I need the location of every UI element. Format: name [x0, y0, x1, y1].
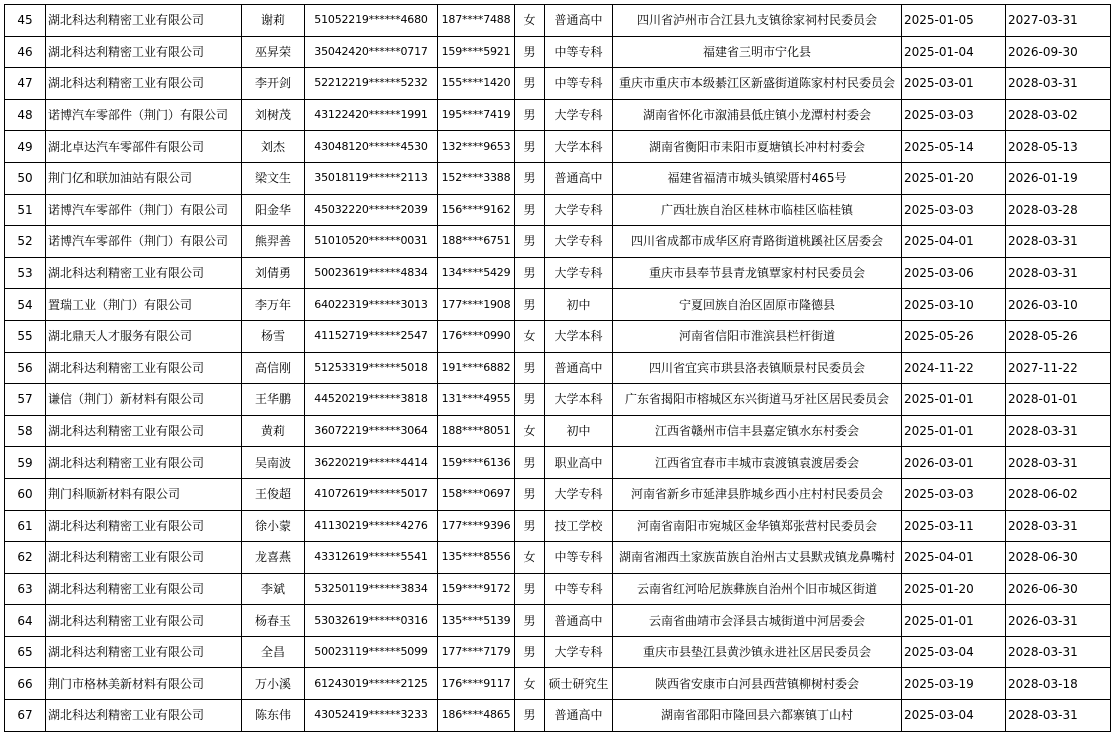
cell-end-date: 2028-03-31 — [1006, 700, 1111, 732]
cell-address: 云南省红河哈尼族彝族自治州个旧市城区街道 — [613, 573, 902, 605]
cell-address: 重庆市重庆市本级綦江区新盛街道陈家村村民委员会 — [613, 68, 902, 100]
cell-employee-name: 万小溪 — [242, 668, 305, 700]
table-row — [5, 352, 1111, 384]
cell-address: 湖南省邵阳市隆回县六都寨镇丁山村 — [613, 700, 902, 732]
cell-employee-name: 谢莉 — [242, 5, 305, 37]
cell-education: 大学本科 — [545, 320, 613, 352]
cell-company-name: 湖北科达利精密工业有限公司 — [46, 510, 242, 542]
cell-row-number: 60 — [5, 478, 46, 510]
cell-id-number: 50023119******5099 — [305, 636, 438, 668]
cell-start-date: 2025-03-11 — [902, 510, 1006, 542]
table-row — [5, 510, 1111, 542]
cell-id-number: 35042420******0717 — [305, 36, 438, 68]
cell-employee-name: 李开剑 — [242, 68, 305, 100]
cell-id-number: 53250119******3834 — [305, 573, 438, 605]
cell-row-number: 57 — [5, 384, 46, 416]
cell-id-number: 35018119******2113 — [305, 162, 438, 194]
cell-phone-number: 159****9172 — [438, 573, 515, 605]
cell-gender: 男 — [515, 131, 545, 163]
table-row — [5, 257, 1111, 289]
cell-gender: 女 — [515, 415, 545, 447]
cell-education: 职业高中 — [545, 447, 613, 479]
cell-phone-number: 177****9396 — [438, 510, 515, 542]
cell-education: 初中 — [545, 289, 613, 321]
cell-employee-name: 熊羿善 — [242, 226, 305, 258]
cell-end-date: 2028-03-31 — [1006, 226, 1111, 258]
cell-end-date: 2028-03-02 — [1006, 99, 1111, 131]
cell-phone-number: 195****7419 — [438, 99, 515, 131]
cell-start-date: 2025-01-01 — [902, 605, 1006, 637]
cell-company-name: 湖北鼎天人才服务有限公司 — [46, 320, 242, 352]
cell-employee-name: 刘树茂 — [242, 99, 305, 131]
table-row — [5, 542, 1111, 574]
cell-row-number: 54 — [5, 289, 46, 321]
cell-education: 普通高中 — [545, 352, 613, 384]
table-row — [5, 36, 1111, 68]
cell-start-date: 2025-04-01 — [902, 542, 1006, 574]
cell-phone-number: 131****4955 — [438, 384, 515, 416]
cell-employee-name: 陈东伟 — [242, 700, 305, 732]
cell-row-number: 45 — [5, 5, 46, 37]
cell-address: 湖南省湘西土家族苗族自治州古丈县默戎镇龙鼻嘴村 — [613, 542, 902, 574]
cell-phone-number: 186****4865 — [438, 700, 515, 732]
cell-education: 大学专科 — [545, 99, 613, 131]
cell-start-date: 2025-03-01 — [902, 68, 1006, 100]
cell-address: 福建省福清市城头镇梁厝村465号 — [613, 162, 902, 194]
cell-row-number: 58 — [5, 415, 46, 447]
cell-start-date: 2025-04-01 — [902, 226, 1006, 258]
cell-start-date: 2025-03-03 — [902, 99, 1006, 131]
cell-employee-name: 龙喜燕 — [242, 542, 305, 574]
cell-id-number: 41152719******2547 — [305, 320, 438, 352]
cell-start-date: 2025-03-04 — [902, 636, 1006, 668]
cell-gender: 女 — [515, 5, 545, 37]
cell-start-date: 2026-03-01 — [902, 447, 1006, 479]
table-row — [5, 194, 1111, 226]
cell-employee-name: 杨雪 — [242, 320, 305, 352]
cell-row-number: 62 — [5, 542, 46, 574]
cell-id-number: 41072619******5017 — [305, 478, 438, 510]
cell-id-number: 50023619******4834 — [305, 257, 438, 289]
cell-id-number: 43052419******3233 — [305, 700, 438, 732]
cell-end-date: 2027-03-31 — [1006, 5, 1111, 37]
cell-row-number: 65 — [5, 636, 46, 668]
cell-row-number: 53 — [5, 257, 46, 289]
cell-gender: 男 — [515, 226, 545, 258]
cell-start-date: 2025-03-04 — [902, 700, 1006, 732]
cell-id-number: 45032220******2039 — [305, 194, 438, 226]
table-row — [5, 415, 1111, 447]
cell-id-number: 41130219******4276 — [305, 510, 438, 542]
cell-id-number: 51010520******0031 — [305, 226, 438, 258]
cell-company-name: 湖北科达利精密工业有限公司 — [46, 5, 242, 37]
cell-row-number: 52 — [5, 226, 46, 258]
cell-education: 大学专科 — [545, 636, 613, 668]
cell-address: 福建省三明市宁化县 — [613, 36, 902, 68]
cell-phone-number: 134****5429 — [438, 257, 515, 289]
cell-company-name: 湖北科达利精密工业有限公司 — [46, 700, 242, 732]
cell-id-number: 52212219******5232 — [305, 68, 438, 100]
cell-company-name: 湖北科达利精密工业有限公司 — [46, 68, 242, 100]
cell-end-date: 2028-06-30 — [1006, 542, 1111, 574]
cell-start-date: 2025-03-03 — [902, 478, 1006, 510]
cell-end-date: 2028-03-28 — [1006, 194, 1111, 226]
table-row — [5, 384, 1111, 416]
cell-address: 四川省成都市成华区府青路街道桃蹊社区居委会 — [613, 226, 902, 258]
cell-gender: 男 — [515, 700, 545, 732]
cell-company-name: 湖北科达利精密工业有限公司 — [46, 352, 242, 384]
cell-gender: 男 — [515, 257, 545, 289]
cell-start-date: 2025-05-14 — [902, 131, 1006, 163]
cell-start-date: 2024-11-22 — [902, 352, 1006, 384]
cell-gender: 男 — [515, 573, 545, 605]
cell-phone-number: 152****3388 — [438, 162, 515, 194]
cell-start-date: 2025-01-20 — [902, 162, 1006, 194]
cell-start-date: 2025-01-01 — [902, 384, 1006, 416]
cell-row-number: 48 — [5, 99, 46, 131]
cell-address: 陕西省安康市白河县西营镇柳树村委会 — [613, 668, 902, 700]
cell-company-name: 荆门市格林美新材料有限公司 — [46, 668, 242, 700]
cell-address: 河南省南阳市宛城区金华镇郑张营村民委员会 — [613, 510, 902, 542]
cell-gender: 女 — [515, 320, 545, 352]
cell-company-name: 湖北科达利精密工业有限公司 — [46, 415, 242, 447]
cell-phone-number: 191****6882 — [438, 352, 515, 384]
cell-education: 大学专科 — [545, 257, 613, 289]
table-row — [5, 636, 1111, 668]
cell-phone-number: 176****9117 — [438, 668, 515, 700]
cell-address: 河南省新乡市延津县胙城乡西小庄村村民委员会 — [613, 478, 902, 510]
cell-education: 硕士研究生 — [545, 668, 613, 700]
cell-company-name: 湖北科达利精密工业有限公司 — [46, 573, 242, 605]
cell-gender: 男 — [515, 99, 545, 131]
cell-address: 广西壮族自治区桂林市临桂区临桂镇 — [613, 194, 902, 226]
cell-phone-number: 155****1420 — [438, 68, 515, 100]
cell-start-date: 2025-01-05 — [902, 5, 1006, 37]
table-row — [5, 226, 1111, 258]
cell-gender: 男 — [515, 289, 545, 321]
cell-row-number: 50 — [5, 162, 46, 194]
cell-employee-name: 王华鹏 — [242, 384, 305, 416]
cell-gender: 男 — [515, 636, 545, 668]
cell-education: 中等专科 — [545, 36, 613, 68]
table-row — [5, 68, 1111, 100]
cell-phone-number: 158****0697 — [438, 478, 515, 510]
cell-company-name: 置瑞工业（荆门）有限公司 — [46, 289, 242, 321]
table-row — [5, 668, 1111, 700]
cell-end-date: 2028-03-31 — [1006, 257, 1111, 289]
table-row — [5, 605, 1111, 637]
cell-employee-name: 黄莉 — [242, 415, 305, 447]
cell-phone-number: 135****8556 — [438, 542, 515, 574]
cell-company-name: 湖北科达利精密工业有限公司 — [46, 542, 242, 574]
cell-address: 重庆市县奉节县青龙镇覃家村村民委员会 — [613, 257, 902, 289]
cell-row-number: 67 — [5, 700, 46, 732]
cell-start-date: 2025-03-06 — [902, 257, 1006, 289]
cell-gender: 男 — [515, 510, 545, 542]
cell-company-name: 诺博汽车零部件（荆门）有限公司 — [46, 99, 242, 131]
cell-address: 江西省宜春市丰城市袁渡镇袁渡居委会 — [613, 447, 902, 479]
cell-id-number: 51052219******4680 — [305, 5, 438, 37]
cell-end-date: 2026-06-30 — [1006, 573, 1111, 605]
cell-phone-number: 159****5921 — [438, 36, 515, 68]
cell-employee-name: 巫昇荣 — [242, 36, 305, 68]
cell-id-number: 61243019******2125 — [305, 668, 438, 700]
cell-gender: 男 — [515, 384, 545, 416]
cell-end-date: 2028-05-26 — [1006, 320, 1111, 352]
cell-employee-name: 阳金华 — [242, 194, 305, 226]
cell-education: 大学本科 — [545, 384, 613, 416]
cell-education: 普通高中 — [545, 700, 613, 732]
cell-phone-number: 156****9162 — [438, 194, 515, 226]
cell-row-number: 49 — [5, 131, 46, 163]
cell-company-name: 湖北科达利精密工业有限公司 — [46, 257, 242, 289]
cell-phone-number: 159****6136 — [438, 447, 515, 479]
cell-gender: 男 — [515, 68, 545, 100]
cell-company-name: 湖北科达利精密工业有限公司 — [46, 605, 242, 637]
cell-phone-number: 177****7179 — [438, 636, 515, 668]
cell-employee-name: 全昌 — [242, 636, 305, 668]
cell-education: 普通高中 — [545, 5, 613, 37]
cell-address: 四川省宜宾市珙县洛表镇顺景村民委员会 — [613, 352, 902, 384]
table-row — [5, 162, 1111, 194]
cell-row-number: 64 — [5, 605, 46, 637]
cell-education: 中等专科 — [545, 68, 613, 100]
cell-start-date: 2025-03-03 — [902, 194, 1006, 226]
cell-employee-name: 李斌 — [242, 573, 305, 605]
cell-id-number: 64022319******3013 — [305, 289, 438, 321]
cell-start-date: 2025-05-26 — [902, 320, 1006, 352]
cell-id-number: 43122420******1991 — [305, 99, 438, 131]
cell-phone-number: 176****0990 — [438, 320, 515, 352]
cell-row-number: 59 — [5, 447, 46, 479]
cell-row-number: 47 — [5, 68, 46, 100]
cell-employee-name: 徐小蒙 — [242, 510, 305, 542]
cell-gender: 男 — [515, 447, 545, 479]
cell-company-name: 湖北科达利精密工业有限公司 — [46, 636, 242, 668]
cell-company-name: 湖北卓达汽车零部件有限公司 — [46, 131, 242, 163]
cell-employee-name: 吴南波 — [242, 447, 305, 479]
cell-id-number: 36072219******3064 — [305, 415, 438, 447]
cell-gender: 男 — [515, 352, 545, 384]
cell-phone-number: 188****8051 — [438, 415, 515, 447]
cell-row-number: 56 — [5, 352, 46, 384]
cell-company-name: 湖北科达利精密工业有限公司 — [46, 36, 242, 68]
cell-end-date: 2026-09-30 — [1006, 36, 1111, 68]
cell-row-number: 51 — [5, 194, 46, 226]
cell-id-number: 43312619******5541 — [305, 542, 438, 574]
cell-id-number: 36220219******4414 — [305, 447, 438, 479]
cell-end-date: 2026-01-19 — [1006, 162, 1111, 194]
cell-end-date: 2026-03-10 — [1006, 289, 1111, 321]
cell-start-date: 2025-03-19 — [902, 668, 1006, 700]
table-row — [5, 478, 1111, 510]
cell-gender: 女 — [515, 542, 545, 574]
cell-address: 宁夏回族自治区固原市隆德县 — [613, 289, 902, 321]
cell-id-number: 44520219******3818 — [305, 384, 438, 416]
cell-address: 四川省泸州市合江县九支镇徐家祠村民委员会 — [613, 5, 902, 37]
cell-education: 大学专科 — [545, 478, 613, 510]
cell-address: 湖南省衡阳市耒阳市夏塘镇长冲村村委会 — [613, 131, 902, 163]
table-row — [5, 99, 1111, 131]
cell-end-date: 2028-03-31 — [1006, 68, 1111, 100]
cell-company-name: 诺博汽车零部件（荆门）有限公司 — [46, 194, 242, 226]
cell-row-number: 46 — [5, 36, 46, 68]
cell-employee-name: 刘杰 — [242, 131, 305, 163]
cell-start-date: 2025-03-10 — [902, 289, 1006, 321]
cell-company-name: 荆门科顺新材料有限公司 — [46, 478, 242, 510]
cell-education: 大学专科 — [545, 226, 613, 258]
cell-employee-name: 李万年 — [242, 289, 305, 321]
cell-start-date: 2025-01-01 — [902, 415, 1006, 447]
cell-address: 云南省曲靖市会泽县古城街道中河居委会 — [613, 605, 902, 637]
cell-row-number: 55 — [5, 320, 46, 352]
cell-education: 技工学校 — [545, 510, 613, 542]
cell-education: 大学专科 — [545, 194, 613, 226]
employee-table — [4, 4, 1111, 732]
cell-employee-name: 高信刚 — [242, 352, 305, 384]
cell-id-number: 43048120******4530 — [305, 131, 438, 163]
cell-gender: 男 — [515, 162, 545, 194]
cell-phone-number: 135****5139 — [438, 605, 515, 637]
cell-education: 初中 — [545, 415, 613, 447]
cell-start-date: 2025-01-04 — [902, 36, 1006, 68]
cell-company-name: 荆门亿和联加油站有限公司 — [46, 162, 242, 194]
cell-address: 江西省赣州市信丰县嘉定镇水东村委会 — [613, 415, 902, 447]
cell-end-date: 2028-03-31 — [1006, 415, 1111, 447]
cell-phone-number: 132****9653 — [438, 131, 515, 163]
cell-start-date: 2025-01-20 — [902, 573, 1006, 605]
cell-education: 中等专科 — [545, 542, 613, 574]
cell-row-number: 66 — [5, 668, 46, 700]
cell-end-date: 2028-05-13 — [1006, 131, 1111, 163]
cell-id-number: 51253319******5018 — [305, 352, 438, 384]
table-body — [5, 5, 1111, 732]
cell-employee-name: 梁文生 — [242, 162, 305, 194]
cell-row-number: 63 — [5, 573, 46, 605]
cell-phone-number: 188****6751 — [438, 226, 515, 258]
cell-end-date: 2026-03-31 — [1006, 605, 1111, 637]
cell-id-number: 53032619******0316 — [305, 605, 438, 637]
cell-company-name: 诺博汽车零部件（荆门）有限公司 — [46, 226, 242, 258]
cell-education: 大学本科 — [545, 131, 613, 163]
cell-gender: 男 — [515, 478, 545, 510]
cell-employee-name: 刘倩勇 — [242, 257, 305, 289]
cell-end-date: 2028-03-31 — [1006, 447, 1111, 479]
table-row — [5, 700, 1111, 732]
cell-address: 重庆市县垫江县黄沙镇永进社区居民委员会 — [613, 636, 902, 668]
cell-company-name: 谦信（荆门）新材料有限公司 — [46, 384, 242, 416]
cell-address: 河南省信阳市淮滨县栏杆街道 — [613, 320, 902, 352]
cell-row-number: 61 — [5, 510, 46, 542]
cell-gender: 男 — [515, 36, 545, 68]
cell-company-name: 湖北科达利精密工业有限公司 — [46, 447, 242, 479]
cell-end-date: 2028-03-31 — [1006, 510, 1111, 542]
cell-gender: 男 — [515, 605, 545, 637]
cell-end-date: 2028-06-02 — [1006, 478, 1111, 510]
cell-employee-name: 杨春玉 — [242, 605, 305, 637]
table-row — [5, 320, 1111, 352]
cell-phone-number: 187****7488 — [438, 5, 515, 37]
cell-gender: 女 — [515, 668, 545, 700]
table-row — [5, 447, 1111, 479]
cell-phone-number: 177****1908 — [438, 289, 515, 321]
cell-address: 湖南省怀化市溆浦县低庄镇小龙潭村村委会 — [613, 99, 902, 131]
cell-education: 普通高中 — [545, 162, 613, 194]
cell-address: 广东省揭阳市榕城区东兴街道马牙社区居民委员会 — [613, 384, 902, 416]
cell-end-date: 2028-01-01 — [1006, 384, 1111, 416]
cell-end-date: 2027-11-22 — [1006, 352, 1111, 384]
cell-end-date: 2028-03-31 — [1006, 636, 1111, 668]
cell-employee-name: 王俊超 — [242, 478, 305, 510]
table-row — [5, 289, 1111, 321]
table-row — [5, 573, 1111, 605]
cell-education: 普通高中 — [545, 605, 613, 637]
cell-education: 中等专科 — [545, 573, 613, 605]
table-row — [5, 5, 1111, 37]
table-row — [5, 131, 1111, 163]
cell-gender: 男 — [515, 194, 545, 226]
cell-end-date: 2028-03-18 — [1006, 668, 1111, 700]
